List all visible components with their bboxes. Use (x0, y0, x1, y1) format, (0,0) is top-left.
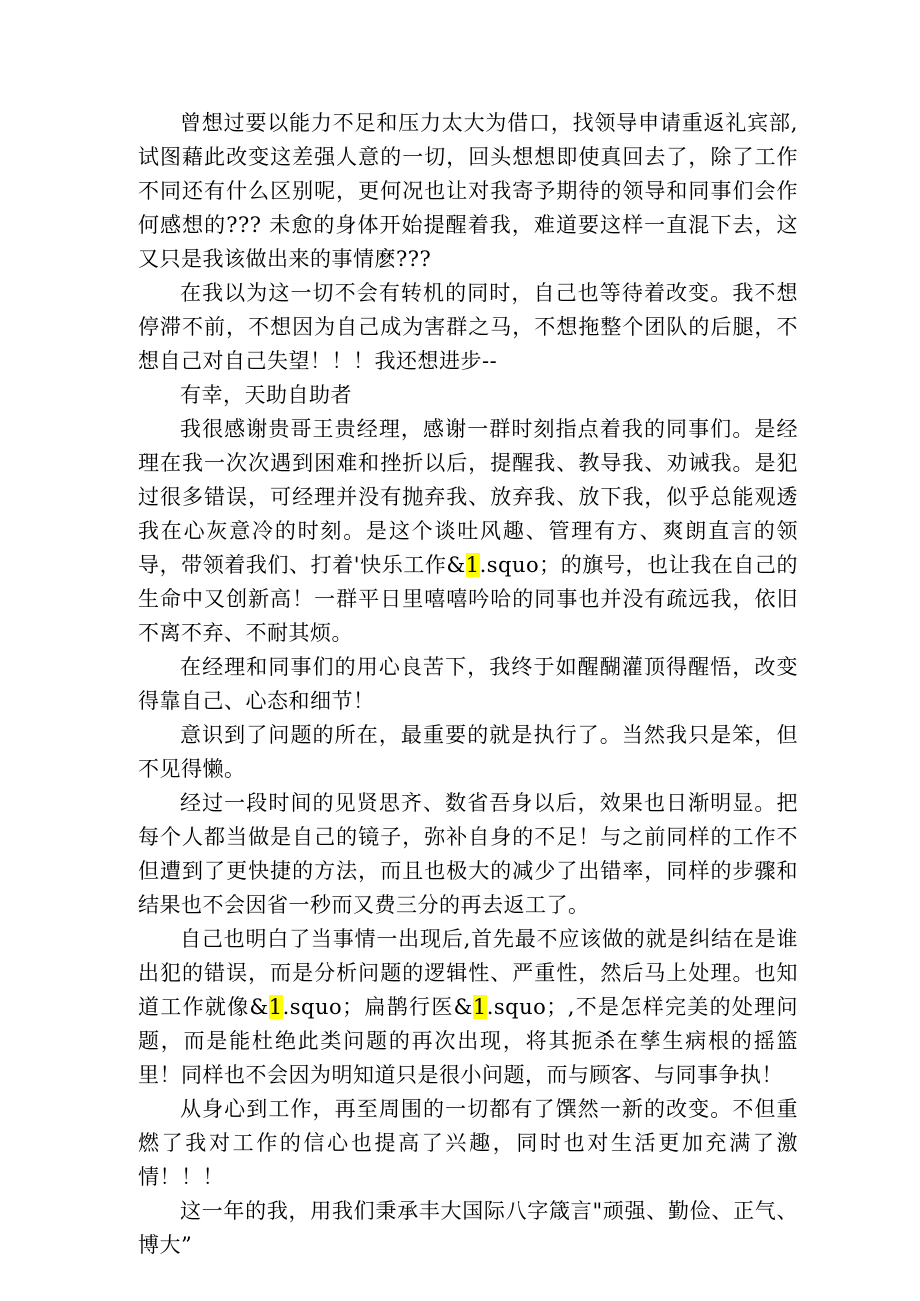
document-body (138, 106, 798, 1262)
highlighted-text: 1 (465, 553, 480, 577)
highlighted-text: 1 (472, 995, 487, 1019)
paragraph-5 (138, 650, 798, 718)
paragraph-text: 曾想过要以能力不足和压力太大为借口，找领导申请重返礼宾部,试图藉此改变这差强人意的一切，回头想想即使真回去了，除了工作不同还有什么区别呢，更何况也让对我寄予期待的领导和同事们会作何感想的??? 未愈的身体开始提醒着我，难道要这样一直混下去，这又只是我该做出来的事情麽??? (138, 111, 798, 271)
paragraph-10 (138, 1194, 798, 1262)
highlighted-text: 1 (268, 995, 283, 1019)
paragraph-7 (138, 786, 798, 922)
paragraph-8 (138, 922, 798, 1092)
paragraph-9 (138, 1092, 798, 1194)
paragraph-text: 经过一段时间的见贤思齐、数省吾身以后，效果也日渐明显。把每个人都当做是自己的镜子，弥补自身的不足！与之前同样的工作不但遭到了更快捷的方法，而且也极大的减少了出错率，同样的步骤和结果也不会因省一秒而又费三分的再去返工了。 (138, 791, 798, 917)
paragraph-text: .squo；的旗号，也让我在自己的生命中又创新高！一群平日里嘻嘻吟哈的同事也并没有疏远我，依旧不离不弃、不耐其烦。 (138, 553, 799, 645)
paragraph-text: 我很感谢贵哥王贵经理，感谢一群时刻指点着我的同事们。是经理在我一次次遇到困难和挫折以后，提醒我、教导我、劝诫我。是犯过很多错误，可经理并没有抛弃我、放弃我、放下我，似乎总能观透我在心灰意冷的时刻。是这个谈吐风趣、管理有方、爽朗直言的领导，带领着我们、打着'快乐工作& (138, 417, 798, 577)
paragraph-text: 在经理和同事们的用心良苦下，我终于如醒醐灌顶得醒悟，改变得靠自己、心态和细节！ (138, 655, 798, 713)
paragraph-1 (138, 106, 798, 276)
paragraph-text: 这一年的我，用我们秉承丰大国际八字箴言"顽强、勤俭、正气、博大” (138, 1199, 798, 1257)
paragraph-2 (138, 276, 798, 378)
paragraph-text: 意识到了问题的所在，最重要的就是执行了。当然我只是笨，但不见得懒。 (138, 723, 798, 781)
paragraph-4 (138, 412, 798, 650)
paragraph-text: .squo；,不是怎样完美的处理问题，而是能杜绝此类问题的再次出现，将其扼杀在孳生病根的摇篮里！同样也不会因为明知道只是很小问题，而与顾客、与同事争执！ (138, 995, 798, 1087)
paragraph-6 (138, 718, 798, 786)
paragraph-text: 自己也明白了当事情一出现后,首先最不应该做的就是纠结在是谁出犯的错误，而是分析问题的逻辑性、严重性，然后马上处理。也知道工作就像& (138, 927, 798, 1019)
paragraph-text: .squo；扁鹊行医& (282, 995, 473, 1019)
paragraph-text: 在我以为这一切不会有转机的同时，自己也等待着改变。我不想停滞不前，不想因为自己成为害群之马，不想拖整个团队的后腿，不想自己对自己失望！！！我还想进步-- (138, 281, 798, 373)
paragraph-text: 有幸，天助自助者 (180, 383, 352, 407)
paragraph-3 (138, 378, 798, 412)
paragraph-text: 从身心到工作，再至周围的一切都有了馔然一新的改变。不但重燃了我对工作的信心也提高了兴趣，同时也对生活更加充满了激情！！！ (138, 1097, 798, 1189)
